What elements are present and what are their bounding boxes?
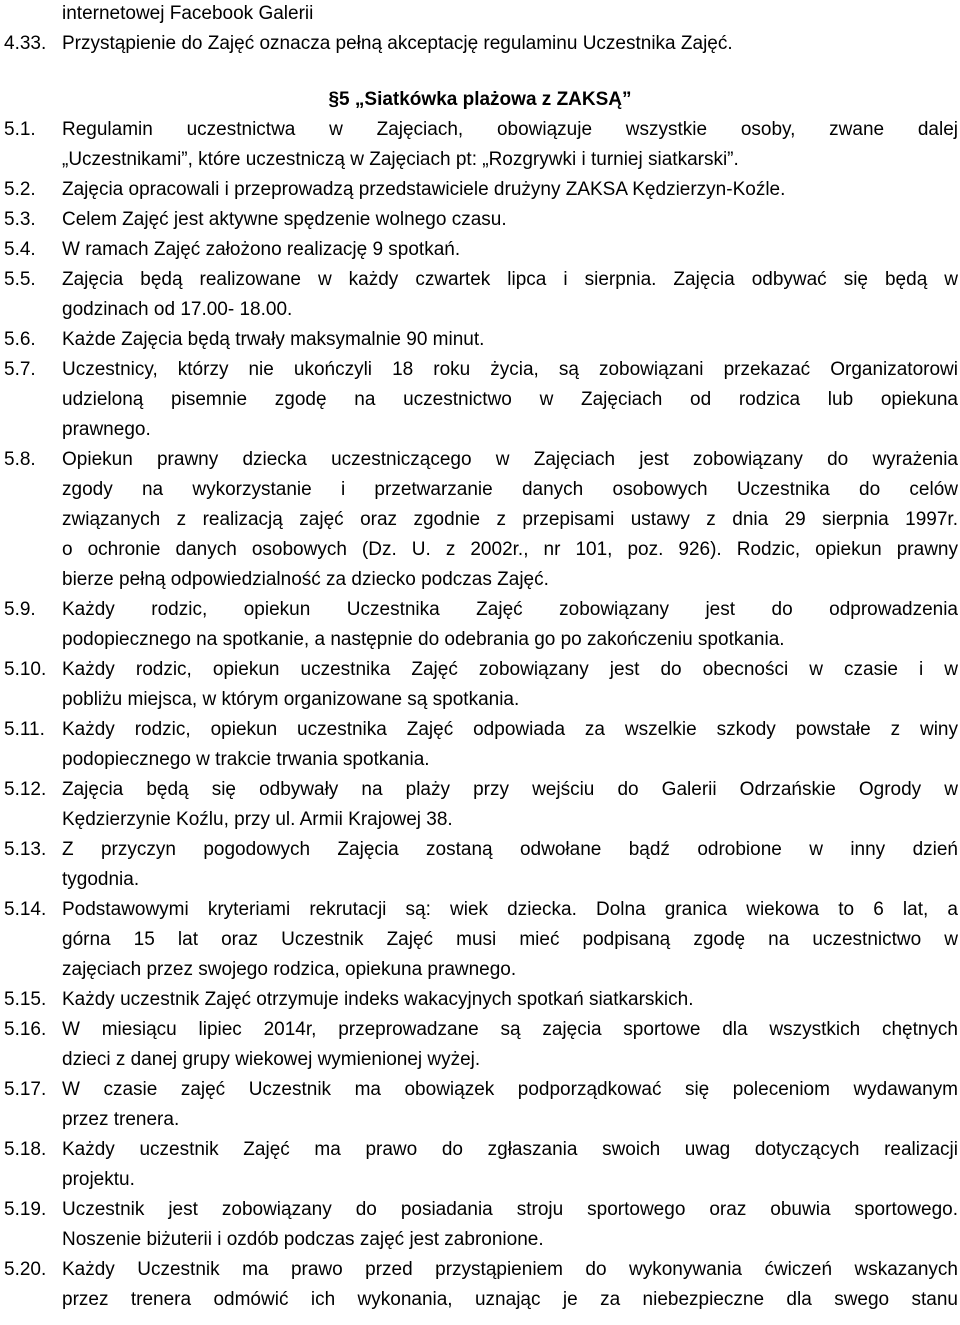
item-number: 5.5. <box>4 269 36 290</box>
item-text-line: Każdy rodzic, opiekun uczestnika Zajęć odpowiada za wszelkie szkody powstałe z winy <box>62 719 958 740</box>
item-number: 5.17. <box>4 1079 47 1100</box>
item-text-line: Każdy Uczestnik ma prawo przed przystąpieniem do wykonywania ćwiczeń wskazanych <box>62 1259 958 1280</box>
item-text-line: udzieloną pisemnie zgodę na uczestnictwo w Zajęciach od rodzica lub opiekuna <box>62 389 958 410</box>
item-text-line: „Uczestnikami”, które uczestniczą w Zajęciach pt: „Rozgrywki i turniej siatkarski”. <box>62 149 739 170</box>
item-text-line: W ramach Zajęć założono realizację 9 spotkań. <box>62 239 461 260</box>
item-number: 5.9. <box>4 599 36 620</box>
section-heading: §5 „Siatkówka plażowa z ZAKSĄ” <box>328 89 632 110</box>
item-number: 5.11. <box>4 719 45 740</box>
item-text-line: dzieci z danej grupy wiekowej wymienionej wyżej. <box>62 1049 481 1070</box>
item-text-line: Zajęcia opracowali i przeprowadzą przedstawiciele drużyny ZAKSA Kędzierzyn-Koźle. <box>62 179 786 200</box>
item-number: 5.15. <box>4 989 47 1010</box>
continued-text-line: internetowej Facebook Galerii <box>62 3 314 24</box>
item-text-line: Każdy uczestnik Zajęć otrzymuje indeks wakacyjnych spotkań siatkarskich. <box>62 989 694 1010</box>
item-text-line: związanych z realizacją zajęć oraz zgodnie z przepisami ustawy z dnia 29 sierpnia 1997r. <box>62 509 958 530</box>
item-text-line: Uczestnicy, którzy nie ukończyli 18 roku życia, są zobowiązani przekazać Organizatorowi <box>62 359 958 380</box>
item-text-line: Podstawowymi kryteriami rekrutacji są: wiek dziecka. Dolna granica wiekowa to 6 lat, a <box>62 899 958 920</box>
item-number: 5.6. <box>4 329 36 350</box>
item-text-line: górna 15 lat oraz Uczestnik Zajęć musi mieć podpisaną zgodę na uczestnictwo w <box>62 929 958 950</box>
item-number: 4.33. <box>4 33 47 54</box>
item-number: 5.7. <box>4 359 36 380</box>
item-text-line: podopiecznego na spotkanie, a następnie do odebrania go po zakończeniu spotkania. <box>62 629 785 650</box>
item-text-line: Każde Zajęcia będą trwały maksymalnie 90 minut. <box>62 329 485 350</box>
item-number: 5.1. <box>4 119 36 140</box>
item-text-line: przez trenera. <box>62 1109 180 1130</box>
item-text-line: bierze pełną odpowiedzialność za dziecko podczas Zajęć. <box>62 569 549 590</box>
item-text-line: Każdy rodzic, opiekun uczestnika Zajęć zobowiązany jest do obecności w czasie i w <box>62 659 958 680</box>
item-text-line: Opiekun prawny dziecka uczestniczącego w Zajęciach jest zobowiązany do wyrażenia <box>62 449 958 470</box>
item-text-line: projektu. <box>62 1169 135 1190</box>
item-text-line: przez trenera odmówić ich wykonania, uznając je za niebezpieczne dla swego stanu <box>62 1289 958 1310</box>
item-text-line: Uczestnik jest zobowiązany do posiadania stroju sportowego oraz obuwia sportowego. <box>62 1199 958 1220</box>
item-number: 5.8. <box>4 449 36 470</box>
item-text-line: Noszenie biżuterii i ozdób podczas zajęć jest zabronione. <box>62 1229 544 1250</box>
item-number: 5.19. <box>4 1199 47 1220</box>
item-text-line: Z przyczyn pogodowych Zajęcia zostaną odwołane bądź odrobione w inny dzień <box>62 839 958 860</box>
item-text-line: godzinach od 17.00- 18.00. <box>62 299 293 320</box>
item-text-line: Zajęcia będą się odbywały na plaży przy wejściu do Galerii Odrzańskie Ogrody w <box>62 779 958 800</box>
item-number: 5.4. <box>4 239 36 260</box>
item-number: 5.13. <box>4 839 47 860</box>
item-text-line: tygodnia. <box>62 869 140 890</box>
item-text-line: podopiecznego w trakcie trwania spotkania. <box>62 749 430 770</box>
item-text-line: Kędzierzynie Koźlu, przy ul. Armii Krajowej 38. <box>62 809 453 830</box>
item-text-line: prawnego. <box>62 419 151 440</box>
item-text-line: W miesiącu lipiec 2014r, przeprowadzane są zajęcia sportowe dla wszystkich chętnych <box>62 1019 958 1040</box>
item-number: 5.16. <box>4 1019 47 1040</box>
item-number: 5.20. <box>4 1259 47 1280</box>
item-number: 5.12. <box>4 779 47 800</box>
item-text-line: Każdy uczestnik Zajęć ma prawo do zgłaszania swoich uwag dotyczących realizacji <box>62 1139 958 1160</box>
item-number: 5.10. <box>4 659 47 680</box>
item-text-line: zgody na wykorzystanie i przetwarzanie danych osobowych Uczestnika do celów <box>62 479 958 500</box>
item-number: 5.2. <box>4 179 36 200</box>
item-text-line: W czasie zajęć Uczestnik ma obowiązek podporządkować się poleceniom wydawanym <box>62 1079 958 1100</box>
item-text-line: zajęciach przez swojego rodzica, opiekuna prawnego. <box>62 959 517 980</box>
item-text-line: Celem Zajęć jest aktywne spędzenie wolnego czasu. <box>62 209 507 230</box>
item-text-line: o ochronie danych osobowych (Dz. U. z 2002r., nr 101, poz. 926). Rodzic, opiekun prawny <box>62 539 958 560</box>
item-text-line: Przystąpienie do Zajęć oznacza pełną akceptację regulaminu Uczestnika Zajęć. <box>62 33 733 54</box>
item-text-line: Każdy rodzic, opiekun Uczestnika Zajęć zobowiązany jest do odprowadzenia <box>62 599 958 620</box>
item-text-line: Zajęcia będą realizowane w każdy czwartek lipca i sierpnia. Zajęcia odbywać się będą w <box>62 269 958 290</box>
item-number: 5.14. <box>4 899 47 920</box>
item-text-line: pobliżu miejsca, w którym organizowane są spotkania. <box>62 689 520 710</box>
item-number: 5.3. <box>4 209 36 230</box>
item-number: 5.18. <box>4 1139 47 1160</box>
item-text-line: Regulamin uczestnictwa w Zajęciach, obowiązuje wszystkie osoby, zwane dalej <box>62 119 958 140</box>
